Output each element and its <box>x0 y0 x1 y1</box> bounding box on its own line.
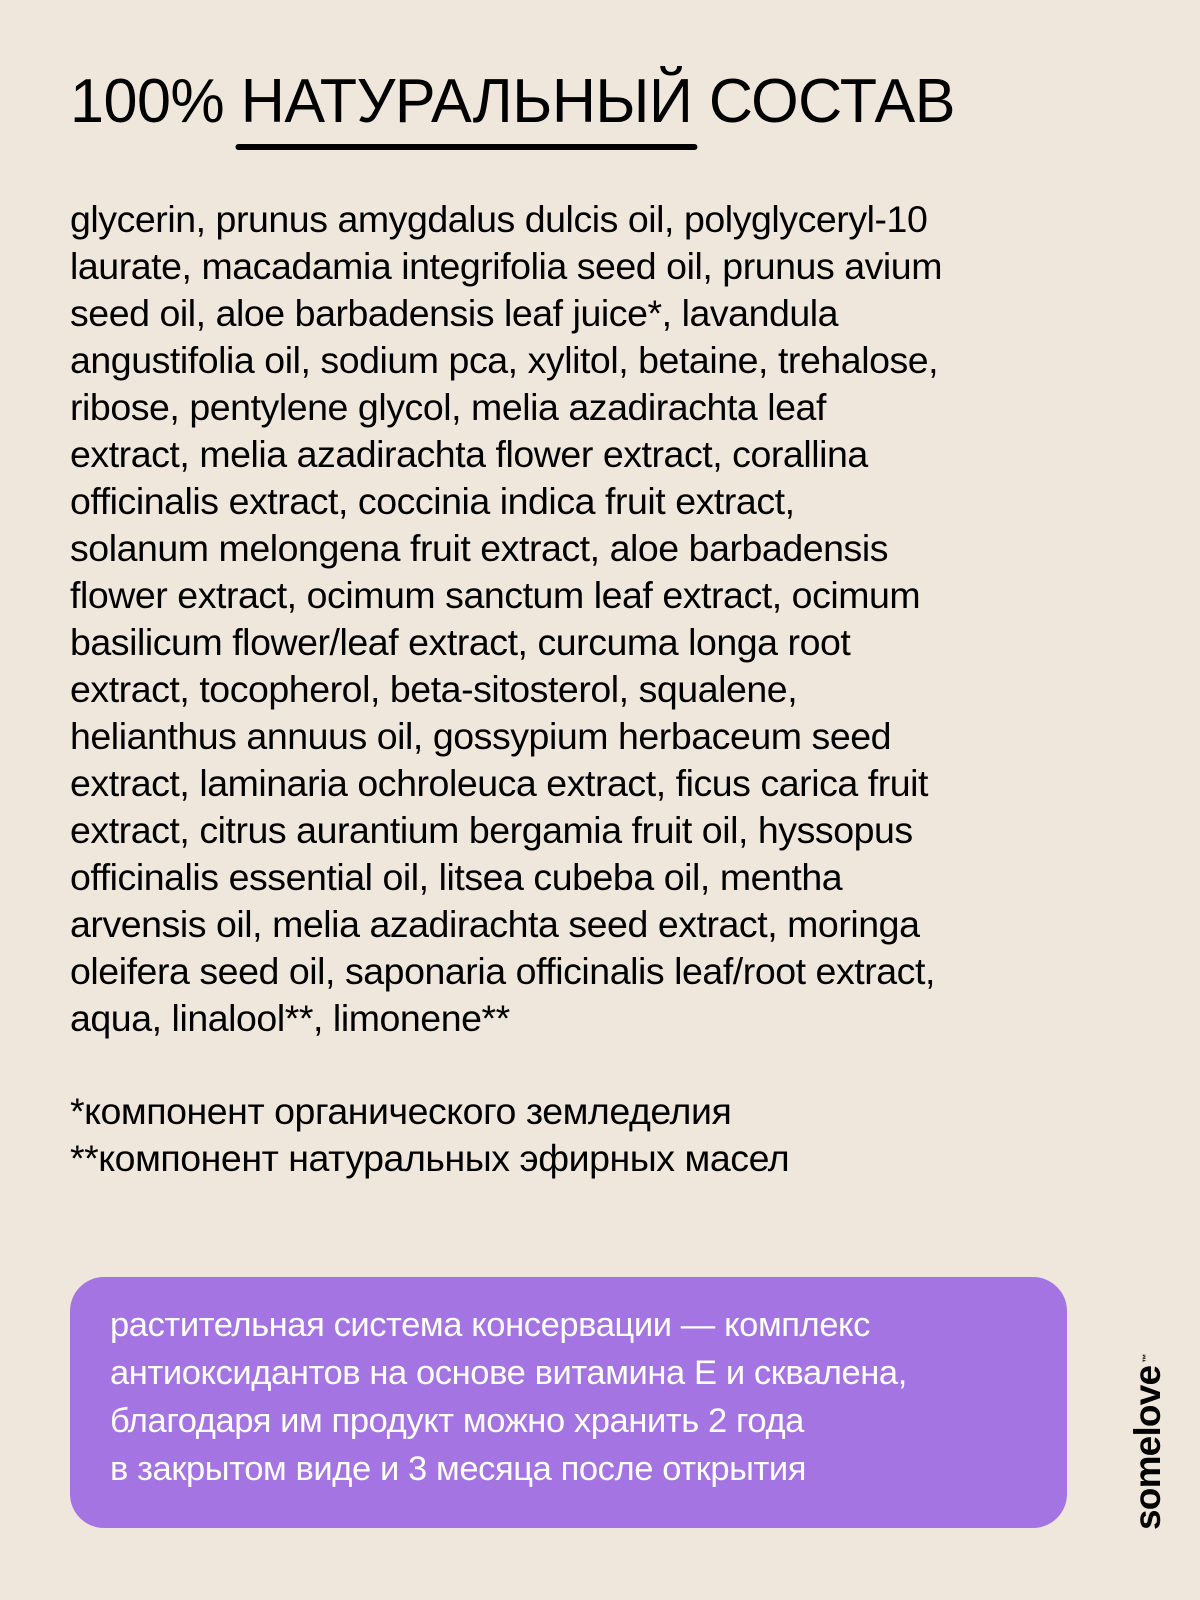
ingredients-line: laurate, macadamia integrifolia seed oil, prunus avium <box>70 245 943 287</box>
footnotes <box>70 1088 789 1182</box>
footnote-essential-oils: **компонент натуральных эфирных масел <box>70 1137 790 1179</box>
ingredients-line: officinalis essential oil, litsea cubeba oil, mentha <box>70 856 843 898</box>
trademark-symbol: ™ <box>1141 1354 1151 1363</box>
brand-name: somelove <box>1127 1365 1168 1530</box>
ingredients-line: basilicum flower/leaf extract, curcuma longa root <box>70 621 851 663</box>
ingredients-line: solanum melongena fruit extract, aloe barbadensis <box>70 527 889 569</box>
page-title <box>70 62 955 142</box>
title-underline <box>236 144 698 150</box>
ingredients-line: angustifolia oil, sodium pca, xylitol, betaine, trehalose, <box>70 339 939 381</box>
ingredients-line: ribose, pentylene glycol, melia azadirachta leaf <box>70 386 826 428</box>
ingredients-line: arvensis oil, melia azadirachta seed extract, moringa <box>70 903 920 945</box>
ingredients-line: flower extract, ocimum sanctum leaf extract, ocimum <box>70 574 921 616</box>
brand-logo <box>1128 1355 1168 1531</box>
ingredients-line: extract, tocopherol, beta-sitosterol, squalene, <box>70 668 798 710</box>
ingredients-line: officinalis extract, coccinia indica fruit extract, <box>70 480 795 522</box>
info-box-line: растительная система консервации — комплекс <box>110 1306 870 1344</box>
title-underlined-text: НАТУРАЛЬНЫЙ <box>240 67 693 136</box>
ingredients-list <box>70 196 1180 1042</box>
title-prefix: 100% <box>70 67 225 136</box>
title-underlined-word <box>241 62 693 142</box>
ingredients-line: glycerin, prunus amygdalus dulcis oil, polyglyceryl-10 <box>70 198 928 240</box>
ingredients-line: oleifera seed oil, saponaria officinalis leaf/root extract, <box>70 950 935 992</box>
info-box-line: в закрытом виде и 3 месяца после открытия <box>110 1450 807 1488</box>
preservation-info-box <box>70 1277 1067 1528</box>
ingredients-line: helianthus annuus oil, gossypium herbaceum seed <box>70 715 892 757</box>
title-suffix: СОСТАВ <box>708 67 956 136</box>
ingredients-line: extract, laminaria ochroleuca extract, ficus carica fruit <box>70 762 929 804</box>
ingredients-line: seed oil, aloe barbadensis leaf juice*, lavandula <box>70 292 839 334</box>
ingredients-line: extract, citrus aurantium bergamia fruit oil, hyssopus <box>70 809 913 851</box>
ingredients-line: extract, melia azadirachta flower extract, corallina <box>70 433 868 475</box>
info-box-line: благодаря им продукт можно хранить 2 года <box>110 1402 804 1440</box>
footnote-organic: *компонент органического земледелия <box>70 1090 732 1132</box>
ingredients-line: aqua, linalool**, limonene** <box>70 997 510 1039</box>
info-box-line: антиоксидантов на основе витамина Е и сквалена, <box>110 1354 907 1392</box>
